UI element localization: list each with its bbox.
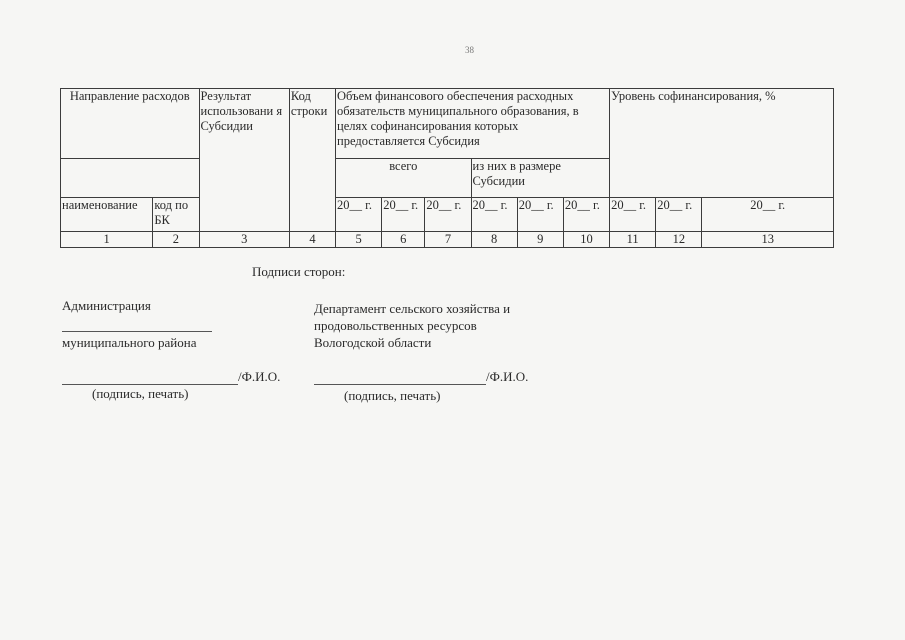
- right-signature-blank: [314, 371, 486, 385]
- column-number: 1: [61, 231, 153, 247]
- column-number: 7: [425, 231, 471, 247]
- column-number: 5: [336, 231, 382, 247]
- year-cell: 20__ г.: [517, 197, 563, 231]
- column-number: 11: [610, 231, 656, 247]
- header-result: Результат использовани я Субсидии: [199, 89, 289, 232]
- header-direction-spacer: [61, 159, 200, 197]
- header-total: всего: [336, 159, 472, 197]
- column-number: 8: [471, 231, 517, 247]
- column-number: 6: [382, 231, 425, 247]
- header-of-them: из них в размере Субсидии: [471, 159, 610, 197]
- header-volume: Объем финансового обеспечения расходных обязательств муниципального образования, в целях софинансирования которых предоставляется Субсидия: [336, 89, 610, 159]
- table-header-row-3: [61, 197, 834, 231]
- year-cell: 20__ г.: [336, 197, 382, 231]
- funding-table: [60, 88, 834, 248]
- column-number: 10: [563, 231, 609, 247]
- column-number: 2: [153, 231, 199, 247]
- signatures-title: Подписи сторон:: [252, 264, 346, 279]
- left-signatory: [62, 297, 212, 351]
- year-cell: 20__ г.: [702, 197, 834, 231]
- left-signature-line: [62, 369, 280, 385]
- left-signature-blank: [62, 371, 238, 385]
- column-number: 13: [702, 231, 834, 247]
- right-signatory: [314, 300, 510, 351]
- left-stamp-note: (подпись, печать): [92, 386, 189, 401]
- right-stamp-note: (подпись, печать): [344, 388, 441, 403]
- right-fio-label: /Ф.И.О.: [486, 369, 529, 384]
- column-numbers-row: [61, 231, 834, 247]
- year-cell: 20__ г.: [610, 197, 656, 231]
- header-cofinancing: Уровень софинансирования, %: [610, 89, 834, 198]
- header-code: Код строки: [289, 89, 335, 232]
- header-direction: Направление расходов: [61, 89, 200, 159]
- right-org-line2: продовольственных ресурсов: [314, 318, 477, 333]
- year-cell: 20__ г.: [382, 197, 425, 231]
- left-fio-label: /Ф.И.О.: [238, 369, 281, 384]
- table-header-row-1: [61, 89, 834, 159]
- header-name: наименование: [61, 197, 153, 231]
- left-org-line2: муниципального района: [62, 335, 197, 350]
- year-cell: 20__ г.: [563, 197, 609, 231]
- left-org-blank-line: [62, 314, 212, 332]
- column-number: 4: [289, 231, 335, 247]
- column-number: 12: [656, 231, 702, 247]
- column-number: 9: [517, 231, 563, 247]
- year-cell: 20__ г.: [656, 197, 702, 231]
- right-signature-line: [314, 369, 528, 385]
- page-number: 38: [465, 45, 474, 55]
- year-cell: 20__ г.: [471, 197, 517, 231]
- header-bk-code: код по БК: [153, 197, 199, 231]
- left-org-line1: Администрация: [62, 298, 151, 313]
- right-org-line1: Департамент сельского хозяйства и: [314, 301, 511, 316]
- year-cell: 20__ г.: [425, 197, 471, 231]
- column-number: 3: [199, 231, 289, 247]
- right-org-line3: Вологодской области: [314, 335, 432, 350]
